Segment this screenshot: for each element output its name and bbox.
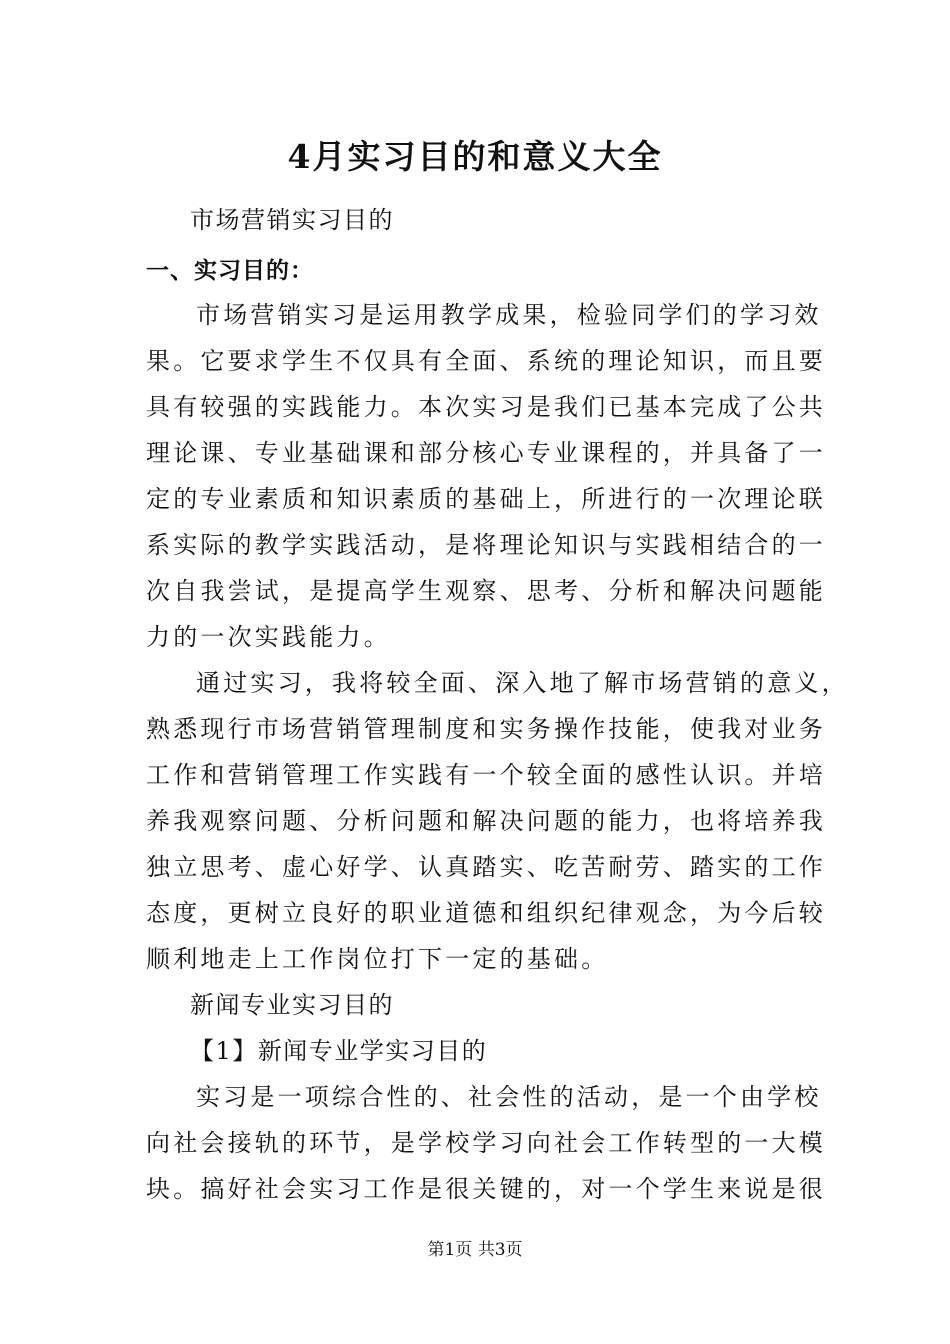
paragraph-line: 态度，更树立良好的职业道德和组织纪律观念，为今后较 [146,899,826,927]
paragraph-line: 实习是一项综合性的、社会性的活动，是一个由学校 [196,1083,822,1111]
paragraph-line: 养我观察问题、分析问题和解决问题的能力，也将培养我 [146,807,826,835]
paragraph-line: 果。它要求学生不仅具有全面、系统的理论知识，而且要 [146,347,826,375]
document-title: 4月实习目的和意义大全 [287,137,663,176]
paragraph-line: 通过实习，我将较全面、深入地了解市场营销的意义， [196,669,849,697]
paragraph-line: 力的一次实践能力。 [146,623,391,651]
paragraph-line: 独立思考、虚心好学、认真踏实、吃苦耐劳、踏实的工作 [146,853,826,881]
paragraph-line: 具有较强的实践能力。本次实习是我们已基本完成了公共 [146,393,826,421]
paragraph-line: 块。搞好社会实习工作是很关键的，对一个学生来说是很 [146,1175,826,1203]
subheading-purpose: 一、实习目的： [146,258,314,284]
paragraph-line: 顺利地走上工作岗位打下一定的基础。 [146,945,609,973]
paragraph-line: 次自我尝试，是提高学生观察、思考、分析和解决问题能 [146,577,826,605]
paragraph-line: 市场营销实习是运用教学成果，检验同学们的学习效 [196,301,822,329]
paragraph-line: 工作和营销管理工作实践有一个较全面的感性认识。并培 [146,761,826,789]
subheading-journalism-purpose: 【1】新闻专业学实习目的 [190,1037,488,1065]
section-heading-marketing: 市场营销实习目的 [190,206,394,234]
paragraph-line: 系实际的教学实践活动，是将理论知识与实践相结合的一 [146,531,826,559]
paragraph-line: 理论课、专业基础课和部分核心专业课程的，并具备了一 [146,439,826,467]
paragraph-line: 熟悉现行市场营销管理制度和实务操作技能，使我对业务 [146,715,826,743]
paragraph-line: 定的专业素质和知识素质的基础上，所进行的一次理论联 [146,485,826,513]
section-heading-journalism: 新闻专业实习目的 [190,991,394,1019]
page-number-footer: 第1页 共3页 [427,1240,523,1260]
paragraph-line: 向社会接轨的环节，是学校学习向社会工作转型的一大模 [146,1129,826,1157]
